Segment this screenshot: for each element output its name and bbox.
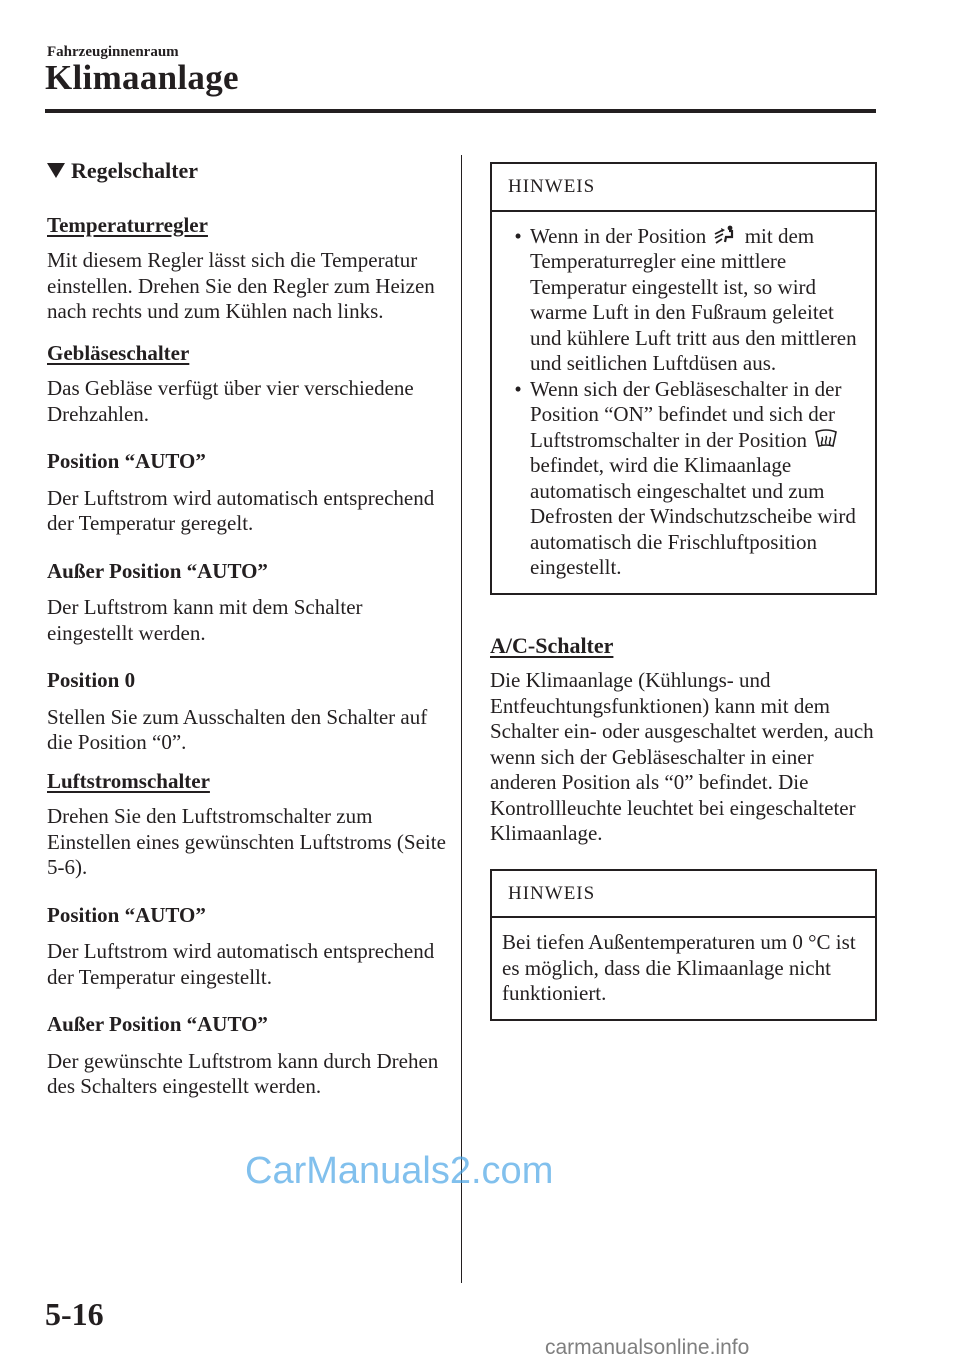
air-text: Drehen Sie den Luftstromschalter zum Einstellen eines gewünschten Luftstroms (Seite 5-6).	[47, 804, 446, 879]
note-box	[490, 869, 877, 1021]
air-auto-heading: Position “AUTO”	[47, 902, 206, 927]
bullet-1-post: mit dem Temperaturregler eine mittlere Temperatur eingestellt ist, so wird warme Luft in den Fußraum geleitet und kühlere Luft tritt aus den mittleren und seitlichen Luftdüsen aus.	[530, 223, 857, 375]
section-title: Regelschalter	[71, 158, 199, 183]
fan-text: Das Gebläse verfügt über vier verschiedene Drehzahlen.	[47, 376, 414, 426]
left-column	[47, 158, 447, 1100]
bullet-item	[506, 224, 861, 377]
ac-heading: A/C-Schalter	[490, 632, 614, 658]
chapter-label: Fahrzeuginnenraum	[47, 44, 179, 60]
bullet-1-pre: Wenn in der Position	[530, 223, 707, 248]
triangle-marker-icon	[47, 163, 65, 178]
bullet-2-post: befindet, wird die Klimaanlage automatisch eingeschaltet und zum Defrosten der Windschutzscheibe wird automatisch die Frischluftposition eingestellt.	[530, 453, 856, 579]
fan-zero-heading: Position 0	[47, 668, 136, 692]
temp-heading: Temperaturregler	[47, 212, 208, 237]
note-box	[490, 162, 877, 595]
right-column	[490, 162, 877, 1021]
section-heading	[47, 158, 447, 184]
fan-nonauto-text: Der Luftstrom kann mit dem Schalter eingestellt werden.	[47, 595, 363, 645]
page-number: 5-16	[45, 1296, 104, 1332]
ac-text: Die Klimaanlage (Kühlungs- und Entfeuchtungsfunktionen) kann mit dem Schalter ein- oder ausgeschaltet werden, auch wenn sich der Gebläseschalter in einer anderen Position als “0” befindet. Die Kontrollleuchte leuchtet bei eingeschalteter Klimaanlage.	[490, 668, 874, 845]
temp-text: Mit diesem Regler lässt sich die Temperatur einstellen. Drehen Sie den Regler zum Heizen nach rechts und zum Kühlen nach links.	[47, 248, 435, 323]
windshield-defrost-icon	[814, 429, 838, 449]
note-label: HINWEIS	[492, 164, 875, 212]
air-heading: Luftstromschalter	[47, 768, 210, 793]
column-divider	[461, 155, 462, 1283]
watermark: CarManuals2.com	[245, 1150, 554, 1192]
air-auto-text: Der Luftstrom wird automatisch entsprechend der Temperatur eingestellt.	[47, 939, 435, 989]
note-body	[492, 212, 875, 593]
note-label: HINWEIS	[492, 871, 875, 919]
fan-heading: Gebläseschalter	[47, 340, 190, 365]
note-body	[492, 918, 875, 1019]
bullet-item	[506, 377, 861, 581]
header-rule	[45, 109, 876, 113]
source-watermark: carmanualsonline.info	[545, 1336, 750, 1359]
air-nonauto-heading: Außer Position “AUTO”	[47, 1012, 268, 1036]
fan-auto-heading: Position “AUTO”	[47, 449, 206, 473]
bullet-icon: •	[514, 376, 522, 401]
fan-auto-text: Der Luftstrom wird automatisch entsprechend der Temperatur geregelt.	[47, 485, 435, 535]
bullet-icon: •	[514, 223, 522, 248]
note-text: Bei tiefen Außentemperaturen um 0 °C ist es möglich, dass die Klimaanlage nicht funktioniert.	[502, 930, 856, 1005]
bullet-2-pre: Wenn sich der Gebläseschalter in der Position “ON” befindet und sich der Luftstromschalter in der Position	[530, 376, 842, 452]
fan-nonauto-heading: Außer Position “AUTO”	[47, 558, 268, 583]
page-title: Klimaanlage	[45, 58, 239, 97]
fan-zero-text: Stellen Sie zum Ausschalten den Schalter auf die Position “0”.	[47, 704, 428, 754]
floor-defrost-icon	[713, 225, 737, 245]
air-nonauto-text: Der gewünschte Luftstrom kann durch Drehen des Schalters eingestellt werden.	[47, 1048, 439, 1098]
